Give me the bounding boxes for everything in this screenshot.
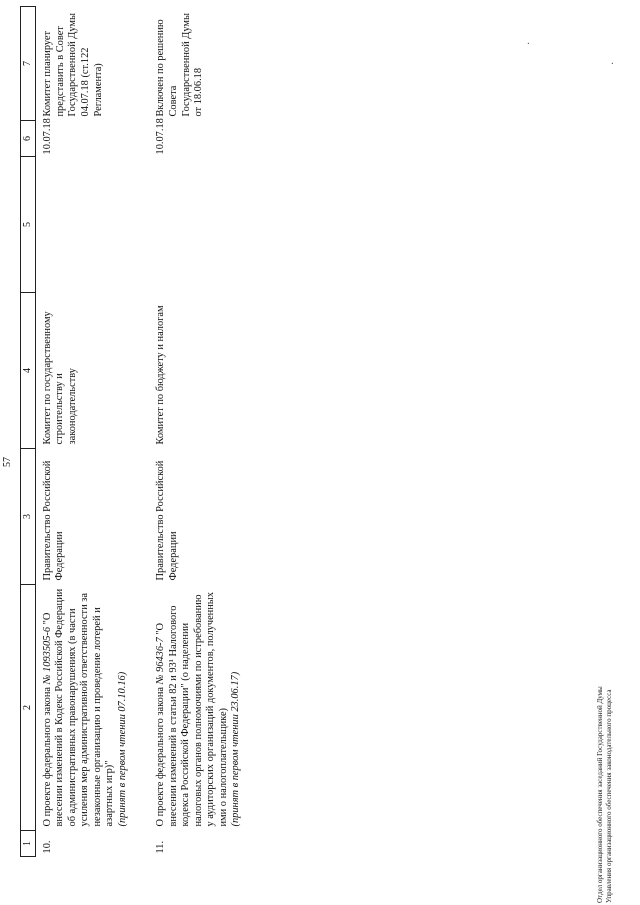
footer-line-1: Отдел организационного обеспечения заседаний Государственной Думы xyxy=(596,686,604,903)
bill-title: "О внесении изменений в Кодекс Российской Федерации об административных правонарушениях (в части усиления мер административной ответственности за незаконные организацию и проведение лотерей и азартных игр)" xyxy=(42,588,116,827)
scan-mark: · xyxy=(524,41,535,45)
note: Включен по решению Совета Государственной Думы от 18.06.18 xyxy=(155,13,205,117)
bills-table xyxy=(20,6,245,857)
note: Комитет планирует представить в Совет Государственной Думы 04.07.18 (ст.122 Регламента) xyxy=(42,13,104,117)
bill-description xyxy=(149,585,244,831)
bill-description xyxy=(36,585,132,831)
header-row xyxy=(21,7,36,857)
header-cell-3: 3 xyxy=(21,449,36,585)
committee: Комитет по государственному строительству и законодательству xyxy=(42,311,78,445)
date: 10.07.18 xyxy=(155,118,167,155)
table-row xyxy=(149,7,244,857)
initiator: Правительство Российской Федерации xyxy=(42,460,66,581)
footer-line-2: Управления организационного обеспечения законодательного процесса xyxy=(605,689,614,903)
bill-number: № 96436-7 xyxy=(155,637,167,685)
bill-title: "О внесении изменений в статьи 82 и 93¹ Налогового кодекса Российской Федерации" (о наделении налоговых органов полномочиями по истребованию у аудиторских организаций документов, полученных ими о налогоплательщике) xyxy=(155,592,229,827)
header-cell-1: 1 xyxy=(21,831,36,857)
table-row xyxy=(36,7,132,857)
bill-number: № 1093505-6 xyxy=(42,626,53,685)
committee: Комитет по бюджету и налогам xyxy=(155,305,167,445)
bill-prefix: О проекте федерального закона xyxy=(42,686,53,827)
column-5-value xyxy=(149,157,244,293)
bill-prefix: О проекте федерального закона xyxy=(155,686,167,827)
header-cell-6: 6 xyxy=(21,121,36,157)
header-cell-4: 4 xyxy=(21,293,36,449)
scan-mark: · xyxy=(608,61,619,65)
initiator: Правительство Российской Федерации xyxy=(155,460,179,581)
bill-first-reading: (принят в первом чтении 07.10.16) xyxy=(116,671,128,827)
column-5-value xyxy=(36,157,132,293)
page-number: 57 xyxy=(2,457,13,467)
date: 10.07.18 xyxy=(42,118,53,155)
row-number: 10. xyxy=(42,840,53,854)
header-cell-5: 5 xyxy=(21,157,36,293)
header-cell-2: 2 xyxy=(21,585,36,831)
bill-first-reading: (принят в первом чтении 23.06.17) xyxy=(230,671,242,827)
row-number: 11. xyxy=(155,840,167,854)
footer xyxy=(596,503,615,903)
header-cell-7: 7 xyxy=(21,7,36,121)
